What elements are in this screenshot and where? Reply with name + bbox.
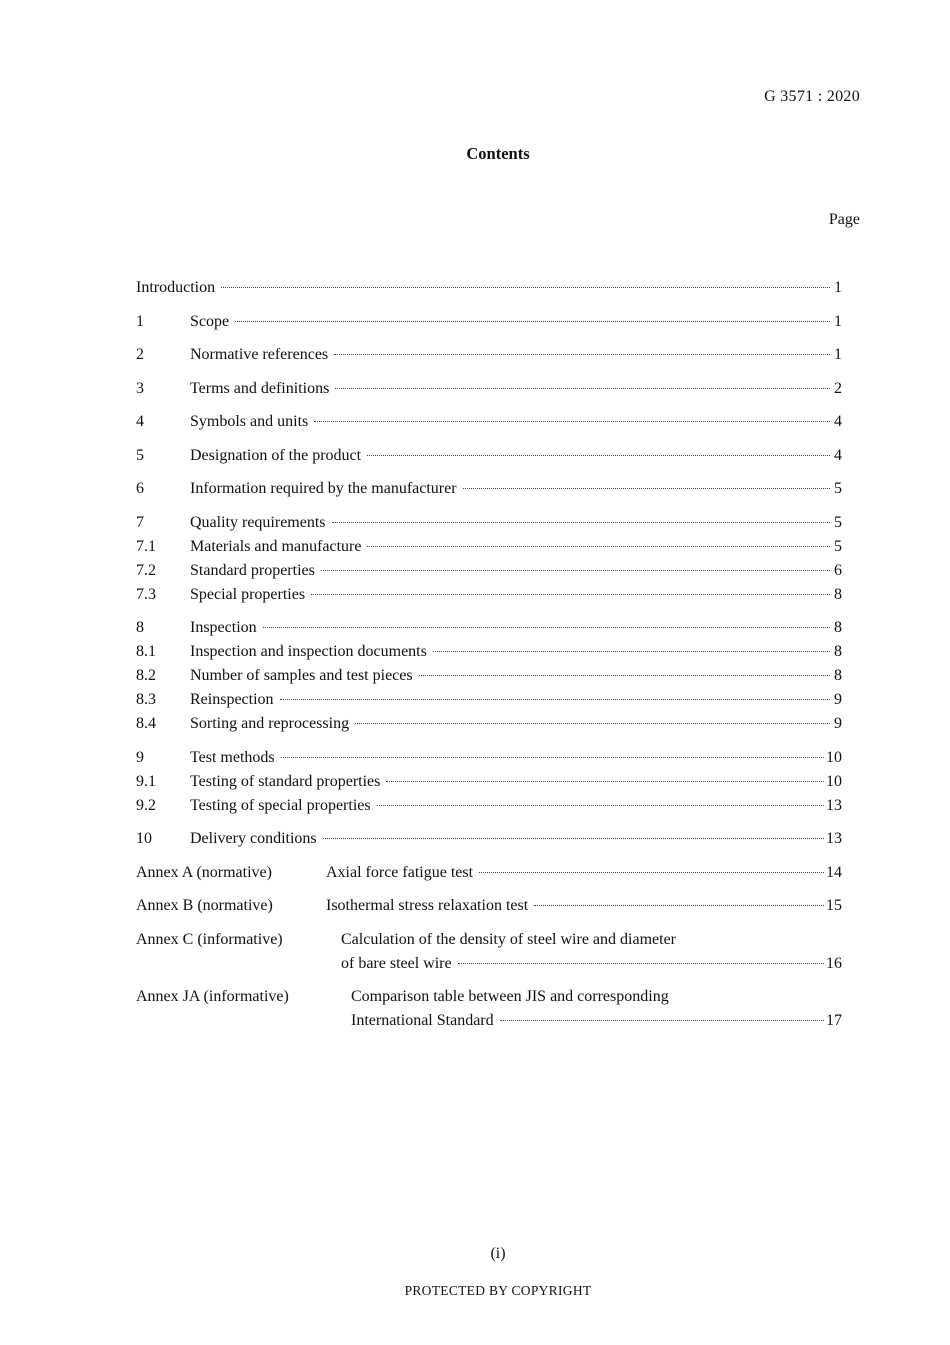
- toc-entry-label-continued: International Standard: [351, 1012, 494, 1029]
- toc-entry-label: Scope: [190, 312, 230, 330]
- toc-entry-label: Number of samples and test pieces: [190, 667, 413, 684]
- toc-entry-page: 4: [834, 446, 842, 464]
- toc-entry-page: 5: [834, 513, 842, 531]
- toc-entry-reinspection[interactable]: [136, 690, 842, 714]
- dot-leader: [221, 283, 830, 288]
- dot-leader: [335, 384, 830, 389]
- dot-leader: [500, 1016, 824, 1021]
- dot-leader: [367, 542, 830, 547]
- toc-entry-standard-properties[interactable]: [136, 561, 842, 585]
- dot-leader: [314, 417, 830, 422]
- toc-entry-page: 8: [834, 585, 842, 603]
- toc-entry-page: 13: [826, 830, 842, 847]
- toc-entry-page: 8: [834, 643, 842, 660]
- toc-entry-page: 4: [834, 413, 842, 430]
- page-column-heading: Page: [828, 211, 860, 228]
- toc-entry-number: 8.2: [136, 667, 156, 684]
- dot-leader: [386, 777, 824, 782]
- toc-entry-label: Introduction: [136, 279, 216, 296]
- toc-entry-annex-a[interactable]: [136, 863, 842, 887]
- toc-entry-label: Standard properties: [190, 561, 315, 579]
- dot-leader: [281, 753, 824, 758]
- toc-entry-special-properties[interactable]: [136, 585, 842, 609]
- toc-entry-annex-b[interactable]: [136, 896, 842, 920]
- toc-entry-number: 9.2: [136, 796, 156, 814]
- toc-entry-page: 8: [834, 667, 842, 684]
- toc-entry-page: 17: [826, 1012, 842, 1029]
- footer-page-number: (i): [490, 1245, 506, 1262]
- toc-entry-inspection[interactable]: [136, 618, 842, 642]
- copyright-notice: PROTECTED BY COPYRIGHT: [404, 1283, 592, 1298]
- toc-entry-number: 9.1: [136, 772, 156, 790]
- dot-leader: [263, 623, 830, 628]
- toc-entry-information-required[interactable]: [136, 479, 842, 503]
- standard-number: G 3571 : 2020: [764, 88, 860, 105]
- toc-entry-label: Axial force fatigue test: [326, 863, 474, 881]
- toc-entry-page: 5: [834, 480, 842, 497]
- toc-entry-page: 13: [826, 796, 842, 814]
- annex-prefix: Annex C (informative): [136, 930, 283, 948]
- toc-entry-number: 1: [136, 312, 144, 330]
- toc-entry-number: 4: [136, 413, 144, 430]
- toc-entry-symbols-units[interactable]: [136, 412, 842, 436]
- toc-entry-page: 9: [834, 715, 842, 732]
- toc-entry-label: Delivery conditions: [190, 830, 317, 847]
- toc-entry-testing-standard-properties[interactable]: [136, 772, 842, 796]
- toc-entry-page: 1: [834, 346, 842, 363]
- toc-entry-delivery-conditions[interactable]: [136, 829, 842, 853]
- toc-entry-label: Comparison table between JIS and corresponding: [351, 988, 669, 1005]
- dot-leader: [433, 647, 830, 652]
- table-of-contents: [136, 278, 842, 1035]
- toc-entry-introduction[interactable]: [136, 278, 842, 302]
- annex-prefix: Annex B (normative): [136, 897, 273, 914]
- toc-entry-label: Quality requirements: [190, 513, 326, 531]
- dot-leader: [280, 695, 830, 700]
- annex-prefix: Annex A (normative): [136, 863, 272, 881]
- dot-leader: [355, 719, 830, 724]
- toc-entry-page: 16: [826, 954, 842, 972]
- dot-leader: [235, 317, 830, 322]
- dot-leader: [463, 484, 830, 489]
- toc-entry-testing-special-properties[interactable]: [136, 796, 842, 820]
- toc-entry-page: 8: [834, 619, 842, 636]
- toc-entry-scope[interactable]: [136, 312, 842, 336]
- dot-leader: [321, 566, 830, 571]
- toc-entry-number: 6: [136, 480, 144, 497]
- dot-leader: [479, 868, 824, 873]
- toc-entry-page: 5: [834, 537, 842, 555]
- dot-leader: [377, 801, 824, 806]
- dot-leader: [323, 834, 824, 839]
- toc-entry-label: Special properties: [190, 585, 306, 603]
- toc-entry-number: 3: [136, 379, 144, 397]
- toc-entry-annex-ja[interactable]: [136, 987, 842, 1035]
- dot-leader: [332, 518, 830, 523]
- toc-entry-label: Terms and definitions: [190, 379, 330, 397]
- dot-leader: [334, 350, 830, 355]
- toc-entry-label: Inspection: [190, 619, 257, 636]
- toc-entry-label: Calculation of the density of steel wire and diameter: [341, 930, 676, 948]
- toc-entry-number: 7.2: [136, 561, 156, 579]
- toc-entry-label: Symbols and units: [190, 413, 309, 430]
- toc-entry-terms-definitions[interactable]: [136, 379, 842, 403]
- toc-entry-page: 14: [826, 863, 842, 881]
- toc-entry-page: 15: [826, 897, 842, 914]
- toc-entry-number: 2: [136, 346, 144, 363]
- toc-entry-page: 1: [834, 279, 842, 296]
- toc-entry-normative-references[interactable]: [136, 345, 842, 369]
- toc-entry-label: Testing of standard properties: [190, 772, 381, 790]
- toc-entry-number: 8: [136, 619, 144, 636]
- dot-leader: [367, 451, 830, 456]
- toc-entry-number: 7.1: [136, 537, 156, 555]
- toc-entry-label: Designation of the product: [190, 446, 362, 464]
- toc-entry-sorting-reprocessing[interactable]: [136, 714, 842, 738]
- toc-entry-page: 9: [834, 691, 842, 708]
- toc-entry-number: 5: [136, 446, 144, 464]
- toc-entry-page: 10: [826, 748, 842, 766]
- toc-entry-page: 6: [834, 561, 842, 579]
- dot-leader: [458, 959, 824, 964]
- toc-entry-samples-test-pieces[interactable]: [136, 666, 842, 690]
- page-title: Contents: [466, 144, 530, 163]
- toc-entry-page: 1: [834, 312, 842, 330]
- toc-entry-label-continued: of bare steel wire: [341, 954, 452, 972]
- toc-entry-number: 10: [136, 830, 152, 847]
- toc-entry-number: 7: [136, 513, 144, 531]
- toc-entry-page: 10: [826, 772, 842, 790]
- toc-entry-number: 8.3: [136, 691, 156, 708]
- toc-entry-label: Sorting and reprocessing: [190, 715, 350, 732]
- toc-entry-number: 9: [136, 748, 144, 766]
- toc-entry-annex-c[interactable]: [136, 930, 842, 978]
- toc-entry-quality-requirements[interactable]: [136, 513, 842, 537]
- toc-entry-test-methods[interactable]: [136, 748, 842, 772]
- toc-entry-materials-manufacture[interactable]: [136, 537, 842, 561]
- dot-leader: [311, 590, 830, 595]
- toc-entry-label: Inspection and inspection documents: [190, 643, 427, 660]
- toc-entry-label: Reinspection: [190, 691, 274, 708]
- toc-entry-designation[interactable]: [136, 446, 842, 470]
- toc-entry-inspection-documents[interactable]: [136, 642, 842, 666]
- toc-entry-page: 2: [834, 379, 842, 397]
- dot-leader: [534, 901, 824, 906]
- toc-entry-number: 8.1: [136, 643, 156, 660]
- toc-entry-label: Isothermal stress relaxation test: [326, 897, 529, 914]
- toc-entry-label: Materials and manufacture: [190, 537, 362, 555]
- toc-entry-label: Information required by the manufacturer: [190, 480, 457, 497]
- toc-entry-label: Test methods: [190, 748, 275, 766]
- toc-entry-number: 7.3: [136, 585, 156, 603]
- toc-entry-label: Normative references: [190, 346, 329, 363]
- annex-prefix: Annex JA (informative): [136, 988, 289, 1005]
- dot-leader: [419, 671, 830, 676]
- toc-entry-label: Testing of special properties: [190, 796, 371, 814]
- toc-entry-number: 8.4: [136, 715, 156, 732]
